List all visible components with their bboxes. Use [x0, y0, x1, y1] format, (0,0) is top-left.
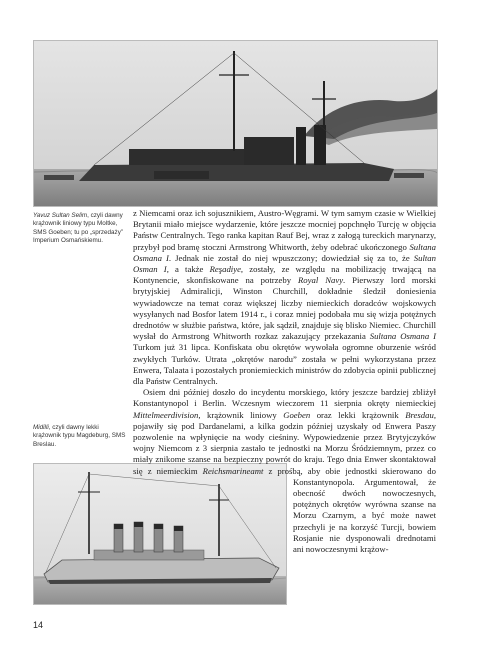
text-run: . Pierwszy lord morski brytyjskiej Admiralicji, Winston Churchill, dokładnie śledził doniesienia wywiadowcze na temat coraz większej liczby niemieckich doradców wojskowych wysyłanych nad Bosfor latem 1914 r., i coraz mniej podobała mu się wizja potężnych drednotów w służbie państwa, które, jak sądził, znajduje się blisko Niemiec. Churchill wysłał do Armstrong Whitworth rozkaz zakazujący przekazania	[133, 275, 436, 342]
caption-text: , czyli dawny krążownik liniowy typu Moltke, SMS Goeben; tu po „sprzedaży” Imperium Osmańskiemu.	[33, 212, 123, 245]
italic-run: Reichsmarineamt	[202, 465, 264, 476]
paragraph-2	[133, 387, 436, 555]
italic-run: Royal Navy	[298, 275, 344, 286]
paragraph-1	[133, 208, 436, 387]
text-run: , a także	[166, 264, 210, 275]
italic-run: Sultan Osman I	[133, 252, 436, 275]
caption-ship-name: Midilli	[33, 424, 49, 431]
text-run: z prośbą, aby obie jednostki skierowano do Konstantynopola. Argumentował, że obecność dwóch nowoczesnych, potężnych okrętów wyrówna szanse na Morzu Czarnym, a być może nawet przechyli je na korzyść Turcji, bowiem Rosjanie nie dysponowali drednotami ani nowoczesnymi krążow-	[263, 465, 436, 555]
caption-text: , czyli dawny lekki krążownik typu Magdeburg, SMS Breslau.	[33, 424, 126, 448]
italic-run: Bresdau	[405, 409, 434, 420]
text-run: Osiem dni później doszło do incydentu morskiego, który jeszcze bardziej zbliżył Konstantynopol i Berlin. Wczesnym wieczorem 11 sierpnia okręty niemieckiej	[133, 387, 436, 409]
italic-run: Reşadiye	[209, 264, 241, 275]
text-run: z Niemcami oraz ich sojusznikiem, Austro-Węgrami. W tym samym czasie w Wielkiej Brytanii miało miejsce wydarzenie, które jeszcze mocniej popchnęło Turcję w objęcia Państw Centralnych. Tego ranka kapitan Rauf Bej, wraz z załogą tureckich marynarzy, przybył pod bramę stoczni Armstrong Whitworth, żeby odebrać ukończonego	[133, 208, 436, 252]
italic-run: Sultana Osmana I	[369, 331, 436, 342]
battlecruiser-photo-image	[34, 41, 437, 206]
page-number: 14	[33, 620, 44, 630]
italic-run: Goeben	[283, 409, 311, 420]
text-run: , pojawiły się pod Dardanelami, a kilka godzin później uzyskały od Enwera Paszy pozwolenie na wpłynięcie na wody cieśniny. Wypowiedzenie przez Brytyjczyków wojny Niemcom z 3 sierpnia zastało te jednostki na Morzu Śródziemnym, przez co miały znikome szanse na bezpieczny powrót do kraju. Tego dnia Enwer skontaktował się z niemieckim	[133, 409, 436, 476]
photo-caption-light-cruiser	[33, 424, 128, 449]
text-run: , zostały, ze względu na mobilizację trwającą na Kontynencie, skonfiskowane na potrzeby	[133, 264, 436, 286]
text-run: . Jednak nie został do niej wpuszczony; dowiedział się za to, że	[168, 252, 414, 263]
italic-run: Sultana Osmana I	[133, 241, 436, 263]
text-run: oraz lekki krążownik	[310, 409, 406, 420]
article-body	[133, 208, 436, 617]
photo-caption-battlecruiser	[33, 212, 128, 246]
italic-run: Mittelmeerdivision	[133, 409, 199, 420]
photo-wrap-spacer	[133, 466, 293, 617]
battlecruiser-photo	[33, 40, 438, 207]
text-run: , krążownik liniowy	[198, 409, 284, 420]
text-run: Turkom już 31 lipca. Konfiskata obu okrętów wywołała ogromne oburzenie wśród zwykłych Turków. Utrata „okrętów narodu” została w pełni wykorzystana przez Enwera, Talaata i pozostałych proniemieckich ministrów do zdobycia opinii publicznej dla Państw Centralnych.	[133, 342, 436, 387]
caption-ship-name: Yavuz Sultan Selim	[33, 212, 88, 219]
